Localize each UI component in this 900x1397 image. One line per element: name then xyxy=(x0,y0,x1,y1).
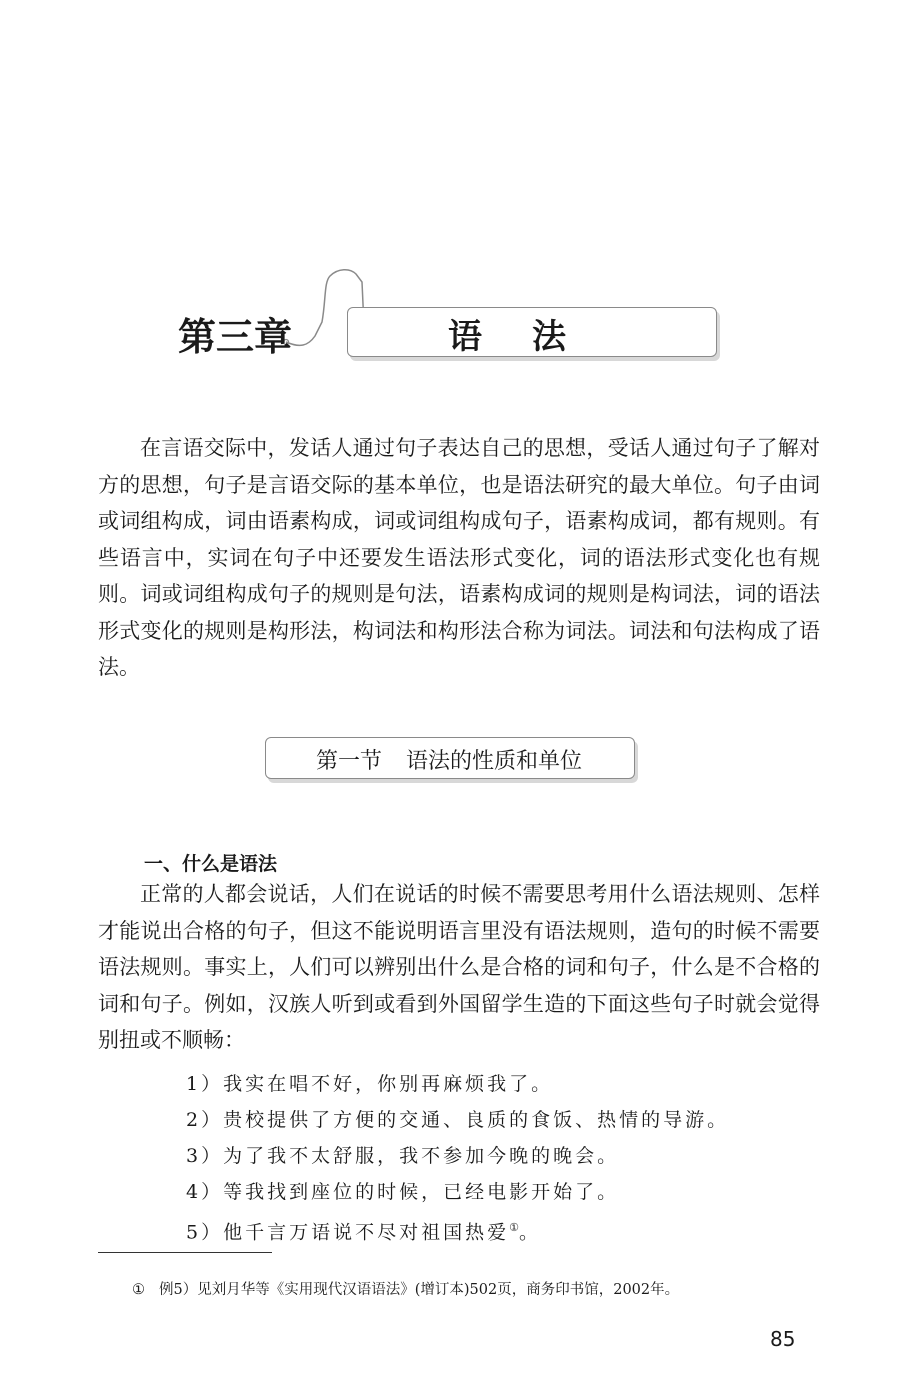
intro-paragraph: 在言语交际中，发话人通过句子表达自己的思想，受话人通过句子了解对方的思想，句子是言语交际的基本单位，也是语法研究的最大单位。句子由词或词组构成，词由语素构成，词或词组构成句子，语素构成词，都有规则。有些语言中，实词在句子中还要发生语法形式变化，词的语法形式变化也有规则。词或词组构成句子的规则是句法，语素构成词的规则是构词法，词的语法形式变化的规则是构形法，构词法和构形法合称为词法。词法和句法构成了语法。 xyxy=(98,436,820,679)
section-title: 语法的性质和单位 xyxy=(406,749,583,774)
footnote-text: 例5）见刘月华等《实用现代汉语语法》(增订本)502页，商务印书馆，2002年。 xyxy=(159,1282,680,1298)
footnote-divider xyxy=(98,1252,272,1253)
example-5-end: 。 xyxy=(518,1221,541,1244)
page-number: 85 xyxy=(770,1327,796,1351)
subsection-heading: 一、什么是语法 xyxy=(144,853,278,875)
body-paragraph: 正常的人都会说话，人们在说话的时候不需要思考用什么语法规则、怎样才能说出合格的句子，但这不能说明语言里没有语法规则，造句的时候不需要语法规则。事实上，人们可以辨别出什么是合格的词和句子，什么是不合格的词和句子。例如，汉族人听到或看到外国留学生造的下面这些句子时就会觉得别扭或不顺畅： xyxy=(98,882,820,1052)
section-number: 第一节 xyxy=(315,749,382,774)
example-item-1: 1）我实在唱不好，你别再麻烦我了。 xyxy=(186,1073,554,1095)
footnote xyxy=(132,1280,679,1300)
footnote-reference[interactable]: ① xyxy=(509,1221,519,1234)
chapter-label: 第三章 xyxy=(178,314,293,359)
example-item-3: 3）为了我不太舒服，我不参加今晚的晚会。 xyxy=(186,1145,620,1167)
chapter-title: 语法 xyxy=(448,317,616,357)
example-item-2: 2）贵校提供了方便的交通、良质的食饭、热情的导游。 xyxy=(186,1109,730,1131)
example-list xyxy=(186,1066,729,1250)
footnote-marker: ① xyxy=(132,1282,145,1298)
example-5-text: 5）他千言万语说不尽对祖国热爱 xyxy=(186,1221,510,1244)
chapter-header xyxy=(0,0,900,420)
section-heading xyxy=(265,744,633,775)
example-item-4: 4）等我找到座位的时候，已经电影开始了。 xyxy=(186,1181,620,1203)
example-item-5 xyxy=(186,1210,729,1250)
